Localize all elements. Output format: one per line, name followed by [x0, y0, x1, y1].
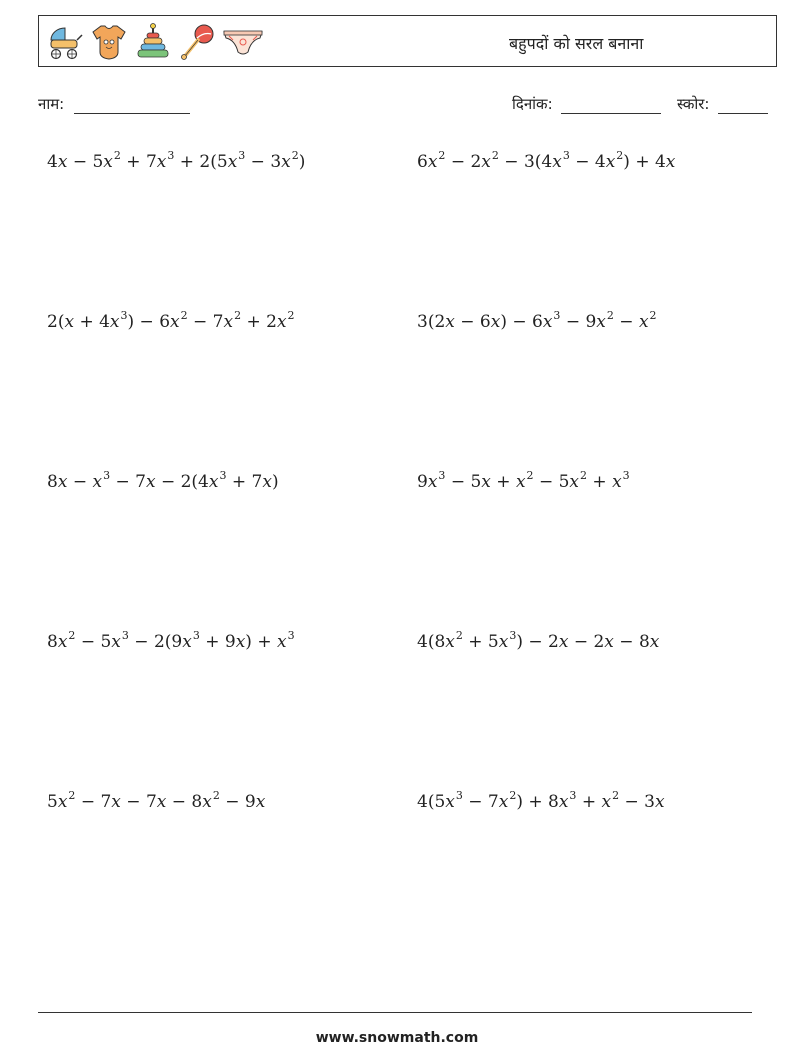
- variable: x: [170, 312, 180, 332]
- worksheet-header: [38, 15, 777, 67]
- expression-text: ) − 6: [127, 312, 171, 332]
- expression-text: −: [67, 472, 93, 492]
- expression-text: + 9: [199, 632, 236, 652]
- exponent: 3: [438, 469, 446, 482]
- problem-2: [417, 149, 676, 172]
- header-icons: [45, 20, 265, 64]
- baby-onesie-icon: [89, 22, 129, 62]
- expression-text: − 3: [619, 792, 655, 812]
- expression-text: − 3(4: [498, 152, 553, 172]
- expression-text: 3(2: [417, 312, 446, 332]
- expression-text: − 4: [569, 152, 606, 172]
- problem-6: [417, 469, 630, 492]
- expression-text: − 7: [120, 792, 157, 812]
- expression-text: ) − 6: [500, 312, 543, 332]
- date-label: दिनांक:: [512, 95, 553, 113]
- variable: x: [601, 792, 612, 812]
- variable: x: [57, 472, 68, 492]
- expression-text: − 9: [560, 312, 597, 332]
- footer-divider: [38, 1012, 752, 1013]
- problem-1: [47, 149, 306, 172]
- expression-text: ): [271, 472, 279, 492]
- variable: x: [605, 152, 616, 172]
- exponent: 3: [509, 629, 517, 642]
- expression-text: − 5: [67, 152, 104, 172]
- variable: x: [92, 472, 103, 492]
- expression-text: − 3: [245, 152, 282, 172]
- variable: x: [481, 152, 491, 172]
- variable: x: [649, 632, 660, 652]
- variable: x: [156, 152, 167, 172]
- variable: x: [208, 472, 219, 492]
- exponent: 2: [234, 309, 242, 322]
- expression-text: ): [298, 152, 306, 172]
- variable: x: [427, 152, 438, 172]
- exponent: 2: [606, 309, 614, 322]
- variable: x: [542, 312, 553, 332]
- rattle-icon: [177, 22, 217, 62]
- variable: x: [276, 312, 287, 332]
- expression-text: + 7: [120, 152, 157, 172]
- expression-text: + 2: [241, 312, 277, 332]
- date-blank[interactable]: [561, 97, 661, 114]
- exponent: 3: [553, 309, 561, 322]
- exponent: 2: [180, 309, 188, 322]
- variable: x: [638, 312, 649, 332]
- exponent: 2: [68, 789, 76, 802]
- expression-text: 4(5: [417, 792, 446, 812]
- score-label: स्कोर:: [677, 95, 710, 113]
- expression-text: +: [490, 472, 516, 492]
- variable: x: [498, 792, 509, 812]
- exponent: 3: [120, 309, 128, 322]
- expression-text: − 2(9: [128, 632, 183, 652]
- variable: x: [109, 312, 120, 332]
- variable: x: [612, 472, 622, 492]
- variable: x: [490, 312, 501, 332]
- expression-text: − 7: [462, 792, 499, 812]
- expression-text: − 9: [219, 792, 256, 812]
- expression-text: − 6: [454, 312, 491, 332]
- variable: x: [427, 472, 438, 492]
- exponent: 2: [580, 469, 588, 482]
- stacking-rings-icon: [133, 22, 173, 62]
- expression-text: 4: [47, 152, 58, 172]
- expression-text: − 7: [187, 312, 224, 332]
- exponent: 3: [455, 789, 463, 802]
- expression-text: +: [587, 472, 613, 492]
- expression-text: 2(: [47, 312, 65, 332]
- exponent: 2: [68, 629, 76, 642]
- variable: x: [498, 632, 509, 652]
- exponent: 3: [562, 149, 570, 162]
- expression-text: 4(8: [417, 632, 446, 652]
- exponent: 3: [121, 629, 129, 642]
- expression-text: − 5: [75, 632, 112, 652]
- name-field: [38, 94, 190, 114]
- expression-text: − 5: [533, 472, 570, 492]
- variable: x: [57, 152, 68, 172]
- diaper-icon: [221, 22, 265, 62]
- exponent: 3: [103, 469, 111, 482]
- expression-text: ) − 2: [516, 632, 559, 652]
- expression-text: + 7: [226, 472, 263, 492]
- variable: x: [182, 632, 192, 652]
- exponent: 2: [212, 789, 220, 802]
- expression-text: − 2(4: [155, 472, 209, 492]
- expression-text: − 7: [75, 792, 112, 812]
- variable: x: [445, 632, 455, 652]
- expression-text: − 8: [166, 792, 203, 812]
- worksheet-title: बहुपदों को सरल बनाना: [509, 34, 644, 53]
- variable: x: [604, 632, 614, 652]
- variable: x: [57, 792, 68, 812]
- exponent: 2: [287, 309, 295, 322]
- problem-9: [47, 789, 266, 812]
- variable: x: [654, 792, 665, 812]
- expression-text: −: [613, 312, 639, 332]
- exponent: 2: [649, 309, 657, 322]
- footer-url[interactable]: www.snowmath.com: [315, 1030, 479, 1046]
- exponent: 3: [167, 149, 175, 162]
- score-field: [677, 94, 768, 114]
- expression-text: +: [576, 792, 602, 812]
- variable: x: [227, 152, 238, 172]
- variable: x: [665, 152, 676, 172]
- date-field: [512, 94, 661, 114]
- expression-text: + 5: [462, 632, 499, 652]
- expression-text: − 7: [110, 472, 146, 492]
- variable: x: [156, 792, 167, 812]
- exponent: 3: [569, 789, 577, 802]
- expression-text: − 8: [613, 632, 650, 652]
- exponent: 2: [455, 629, 463, 642]
- variable: x: [255, 792, 266, 812]
- name-label: नाम:: [38, 95, 65, 113]
- problem-4: [417, 309, 657, 332]
- variable: x: [596, 312, 606, 332]
- variable: x: [558, 792, 569, 812]
- variable: x: [111, 632, 121, 652]
- problem-3: [47, 309, 295, 332]
- expression-text: ) +: [245, 632, 277, 652]
- variable: x: [276, 632, 287, 652]
- expression-text: 8: [47, 632, 58, 652]
- score-blank[interactable]: [718, 97, 768, 114]
- variable: x: [262, 472, 272, 492]
- variable: x: [202, 792, 212, 812]
- exponent: 2: [509, 789, 517, 802]
- baby-carriage-icon: [45, 22, 85, 62]
- exponent: 2: [438, 149, 446, 162]
- variable: x: [515, 472, 526, 492]
- name-blank[interactable]: [74, 97, 190, 114]
- exponent: 2: [113, 149, 121, 162]
- expression-text: ) + 4: [623, 152, 666, 172]
- exponent: 3: [287, 629, 295, 642]
- variable: x: [558, 632, 569, 652]
- exponent: 2: [291, 149, 299, 162]
- exponent: 3: [192, 629, 200, 642]
- variable: x: [481, 472, 491, 492]
- exponent: 2: [491, 149, 499, 162]
- exponent: 3: [219, 469, 227, 482]
- variable: x: [445, 312, 455, 332]
- exponent: 2: [526, 469, 534, 482]
- variable: x: [569, 472, 580, 492]
- expression-text: 9: [417, 472, 428, 492]
- exponent: 2: [612, 789, 620, 802]
- variable: x: [235, 632, 246, 652]
- expression-text: ) + 8: [516, 792, 559, 812]
- exponent: 3: [622, 469, 630, 482]
- expression-text: − 5: [445, 472, 482, 492]
- expression-text: 8: [47, 472, 58, 492]
- variable: x: [111, 792, 121, 812]
- expression-text: − 2: [568, 632, 605, 652]
- variable: x: [281, 152, 291, 172]
- exponent: 3: [238, 149, 246, 162]
- variable: x: [103, 152, 113, 172]
- problem-10: [417, 789, 665, 812]
- expression-text: 6: [417, 152, 428, 172]
- expression-text: + 4: [74, 312, 110, 332]
- problem-5: [47, 469, 279, 492]
- expression-text: + 2(5: [174, 152, 228, 172]
- exponent: 2: [616, 149, 624, 162]
- problem-7: [47, 629, 295, 652]
- variable: x: [57, 632, 68, 652]
- expression-text: − 2: [445, 152, 482, 172]
- variable: x: [445, 792, 455, 812]
- variable: x: [552, 152, 562, 172]
- variable: x: [145, 472, 156, 492]
- problem-8: [417, 629, 660, 652]
- expression-text: 5: [47, 792, 58, 812]
- variable: x: [64, 312, 75, 332]
- variable: x: [223, 312, 234, 332]
